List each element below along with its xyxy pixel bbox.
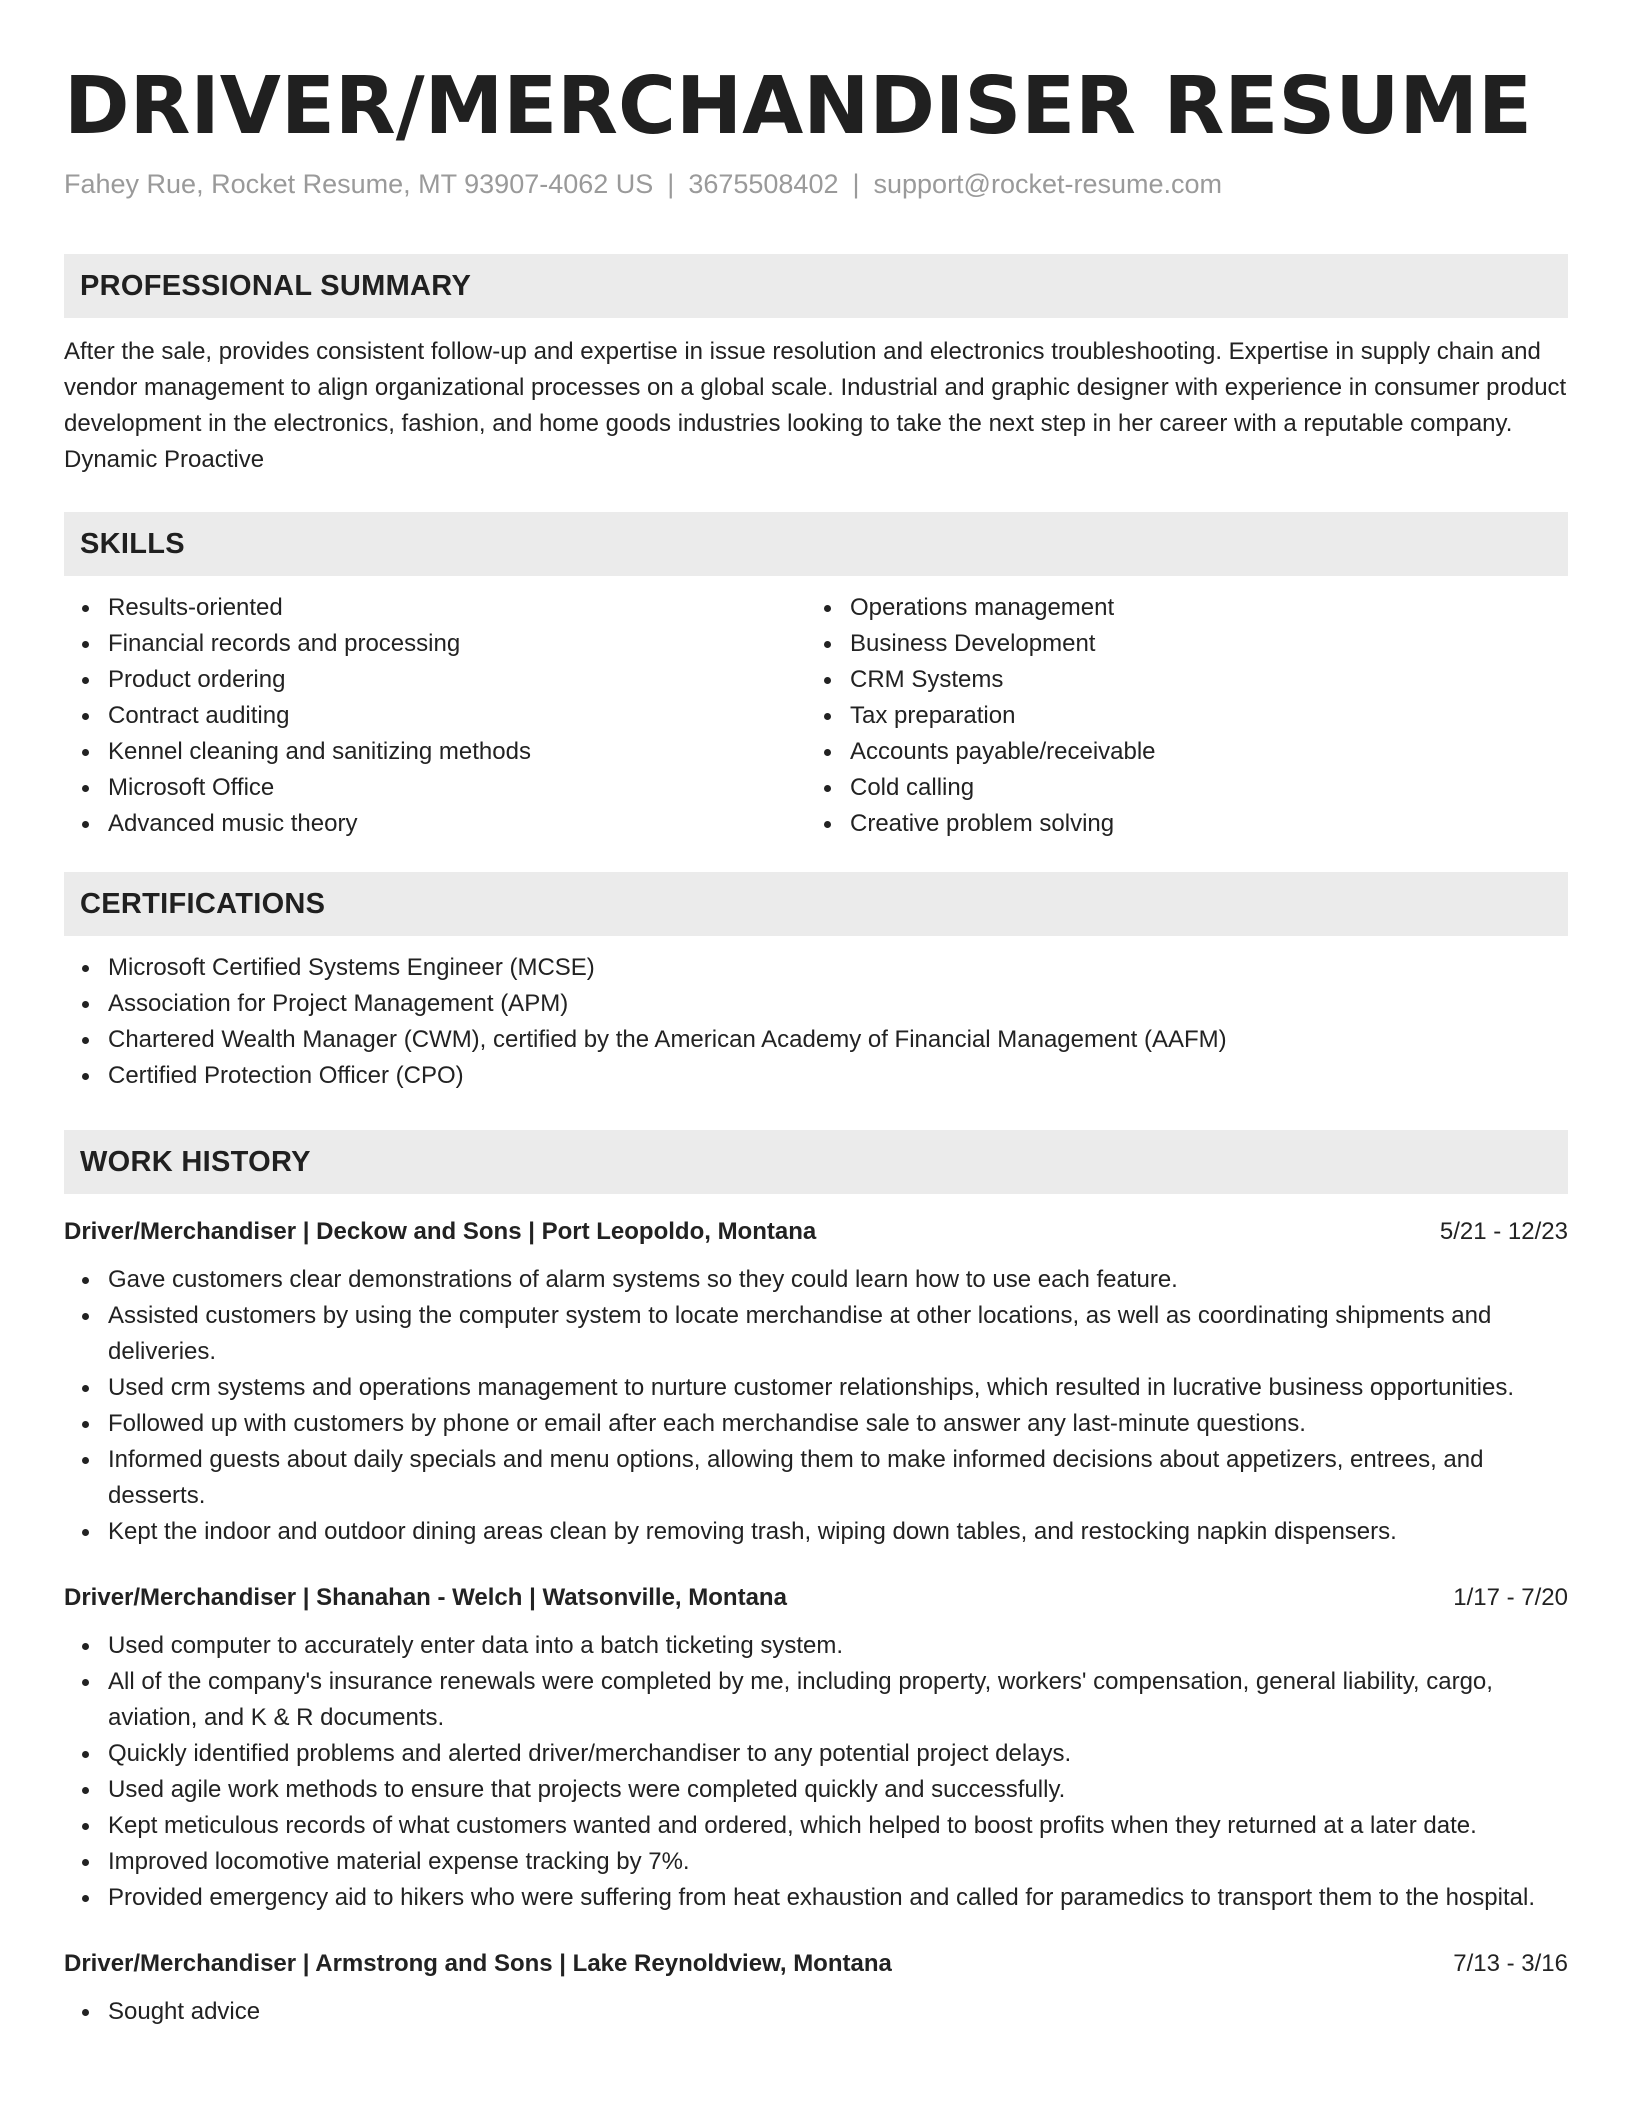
skill-item: Business Development xyxy=(850,626,1548,662)
job-bullet: Gave customers clear demonstrations of alarm systems so they could learn how to use each feature. xyxy=(108,1262,1568,1298)
section-header-summary: PROFESSIONAL SUMMARY xyxy=(64,254,1568,318)
skill-item: Advanced music theory xyxy=(108,806,806,842)
skills-column-right xyxy=(806,590,1548,842)
job-dates: 5/21 - 12/23 xyxy=(1439,1218,1568,1245)
skill-item: Cold calling xyxy=(850,770,1548,806)
resume-title: DRIVER/MERCHANDISER RESUME xyxy=(64,60,1532,152)
job-bullet: Followed up with customers by phone or email after each merchandise sale to answer any last-minute questions. xyxy=(108,1406,1568,1442)
skills-grid xyxy=(64,590,1568,842)
skill-item: Accounts payable/receivable xyxy=(850,734,1548,770)
job-bullet: Quickly identified problems and alerted driver/merchandiser to any potential project delays. xyxy=(108,1736,1568,1772)
section-header-work-history: WORK HISTORY xyxy=(64,1130,1568,1194)
job-entry xyxy=(64,1214,1568,1550)
job-title: Driver/Merchandiser | Armstrong and Sons | Lake Reynoldview, Montana xyxy=(64,1950,892,1977)
job-bullet: All of the company's insurance renewals were completed by me, including property, workers' compensation, general liability, cargo, aviation, and K & R documents. xyxy=(108,1664,1568,1736)
certification-item: Association for Project Management (APM) xyxy=(108,986,1568,1022)
skill-item: Results-oriented xyxy=(108,590,806,626)
job-dates: 1/17 - 7/20 xyxy=(1453,1584,1568,1611)
certification-item: Chartered Wealth Manager (CWM), certified by the American Academy of Financial Management (AAFM) xyxy=(108,1022,1568,1058)
skill-item: Tax preparation xyxy=(850,698,1548,734)
skill-item: Operations management xyxy=(850,590,1548,626)
skill-item: Kennel cleaning and sanitizing methods xyxy=(108,734,806,770)
job-bullet: Informed guests about daily specials and menu options, allowing them to make informed decisions about appetizers, entrees, and desserts. xyxy=(108,1442,1568,1514)
contact-email: support@rocket-resume.com xyxy=(873,169,1223,199)
skill-item: Product ordering xyxy=(108,662,806,698)
contact-phone: 3675508402 xyxy=(688,169,839,199)
job-bullets xyxy=(64,1994,1568,2030)
job-title: Driver/Merchandiser | Shanahan - Welch | Watsonville, Montana xyxy=(64,1584,787,1611)
job-bullet: Improved locomotive material expense tracking by 7%. xyxy=(108,1844,1568,1880)
skills-column-left xyxy=(64,590,806,842)
contact-separator: | xyxy=(852,169,860,199)
job-dates: 7/13 - 3/16 xyxy=(1453,1950,1568,1977)
job-bullets xyxy=(64,1262,1568,1550)
certifications-list xyxy=(64,950,1568,1094)
job-bullet: Kept the indoor and outdoor dining areas clean by removing trash, wiping down tables, and restocking napkin dispensers. xyxy=(108,1514,1568,1550)
job-header xyxy=(64,1580,1568,1616)
job-bullet: Assisted customers by using the computer system to locate merchandise at other locations, as well as coordinating shipments and deliveries. xyxy=(108,1298,1568,1370)
job-bullet: Kept meticulous records of what customers wanted and ordered, which helped to boost profits when they returned at a later date. xyxy=(108,1808,1568,1844)
certification-item: Certified Protection Officer (CPO) xyxy=(108,1058,1568,1094)
job-bullet: Used agile work methods to ensure that projects were completed quickly and successfully. xyxy=(108,1772,1568,1808)
section-header-skills: SKILLS xyxy=(64,512,1568,576)
job-bullet: Provided emergency aid to hikers who were suffering from heat exhaustion and called for paramedics to transport them to the hospital. xyxy=(108,1880,1568,1916)
job-entry xyxy=(64,1946,1568,2030)
job-bullet: Used computer to accurately enter data into a batch ticketing system. xyxy=(108,1628,1568,1664)
job-bullets xyxy=(64,1628,1568,1916)
job-header xyxy=(64,1214,1568,1250)
job-title: Driver/Merchandiser | Deckow and Sons | Port Leopoldo, Montana xyxy=(64,1218,817,1245)
section-header-certifications: CERTIFICATIONS xyxy=(64,872,1568,936)
contact-separator: | xyxy=(667,169,675,199)
certification-item: Microsoft Certified Systems Engineer (MCSE) xyxy=(108,950,1568,986)
skill-item: Creative problem solving xyxy=(850,806,1548,842)
contact-line xyxy=(64,166,1568,202)
job-bullet: Used crm systems and operations management to nurture customer relationships, which resulted in lucrative business opportunities. xyxy=(108,1370,1568,1406)
job-bullet: Sought advice xyxy=(108,1994,1568,2030)
job-entry xyxy=(64,1580,1568,1916)
skill-item: Microsoft Office xyxy=(108,770,806,806)
contact-address: Fahey Rue, Rocket Resume, MT 93907-4062 US xyxy=(64,169,654,199)
skill-item: Contract auditing xyxy=(108,698,806,734)
summary-text: After the sale, provides consistent follow-up and expertise in issue resolution and electronics troubleshooting. Expertise in supply chain and vendor management to align organizational processes on a global scale. Industrial and graphic designer with experience in consumer product development in the electronics, fashion, and home goods industries looking to take the next step in her career with a reputable company. Dynamic Proactive xyxy=(64,338,1567,473)
job-header xyxy=(64,1946,1568,1982)
skill-item: CRM Systems xyxy=(850,662,1548,698)
skill-item: Financial records and processing xyxy=(108,626,806,662)
